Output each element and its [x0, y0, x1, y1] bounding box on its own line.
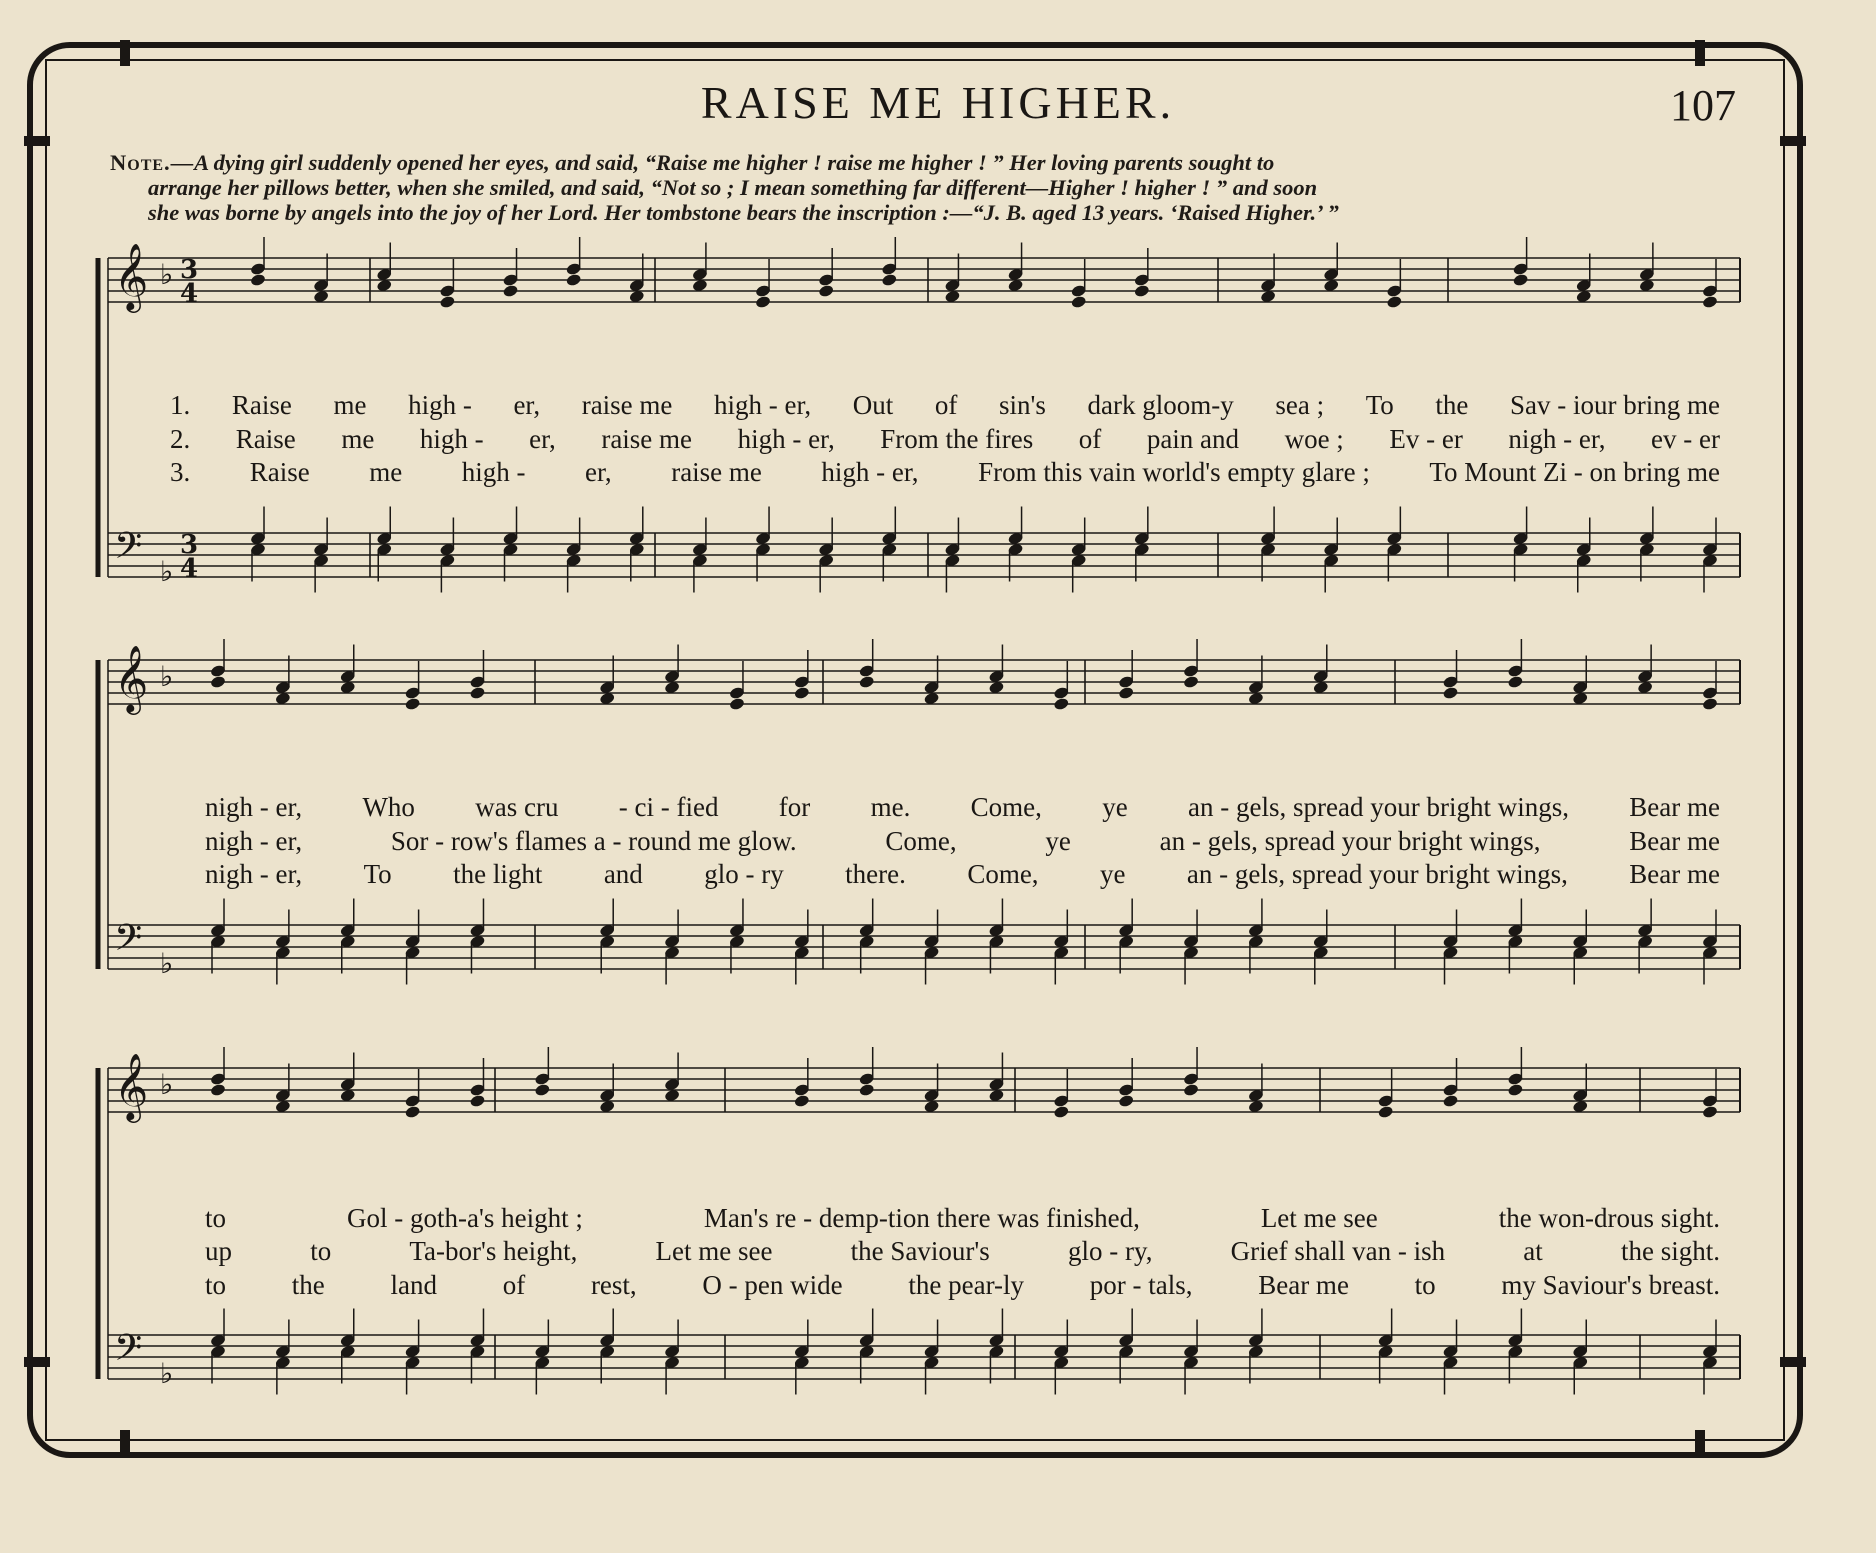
lyric-word: 3. — [170, 457, 191, 487]
lyric-word: to — [205, 1203, 227, 1233]
lyric-word: er, — [513, 390, 541, 420]
lyric-word: Ev - er — [1389, 424, 1463, 454]
lyric-word: Raise — [235, 424, 296, 454]
lyric-word: Bear me — [1629, 826, 1720, 856]
lyric-word: Let me see — [655, 1236, 773, 1266]
lyric-word: high - — [461, 457, 526, 487]
lyric-word: 1. — [170, 390, 191, 420]
note-line-2: arrange her pillows better, when she smiled, and said, “Not so ; I mean something far different—Higher ! higher ! ” and soon — [148, 175, 1318, 200]
time-signature-top: 3 — [180, 255, 199, 285]
lyric-word: high - — [408, 390, 472, 420]
lyric-word: Raise — [231, 390, 292, 420]
lyric-word: Who — [362, 792, 415, 822]
lyric-word: ye — [1045, 826, 1071, 856]
lyric-word: was cru — [475, 792, 559, 822]
lyric-word: dark gloom-y — [1087, 390, 1234, 420]
flat-icon: ♭ — [160, 555, 174, 588]
lyric-word: 2. — [170, 424, 191, 454]
lyric-word: high - er, — [821, 457, 919, 487]
lyric-word: high - er, — [737, 424, 835, 454]
lyric-word: glo - ry, — [1067, 1236, 1153, 1266]
page-number: 107 — [1670, 81, 1736, 130]
lyric-word: er, — [529, 424, 556, 454]
lyric-word: Let me see — [1260, 1203, 1378, 1233]
lyric-word: of — [502, 1270, 526, 1300]
lyric-word: raise me — [671, 457, 762, 487]
lyric-word: the — [291, 1270, 325, 1300]
lyric-word: From this vain world's empty glare ; — [978, 457, 1370, 487]
lyric-word: Man's re - demp-tion there was finished, — [703, 1203, 1140, 1233]
lyric-word: raise me — [581, 390, 673, 420]
time-signature-bottom: 4 — [180, 554, 199, 584]
flat-icon: ♭ — [160, 1068, 174, 1101]
lyric-word: O - pen wide — [702, 1270, 843, 1300]
lyric-word: nigh - er, — [205, 792, 303, 822]
lyric-word: for — [778, 792, 811, 822]
treble-clef-icon: 𝄞 — [114, 242, 149, 310]
lyric-word: ev - er — [1651, 424, 1720, 454]
lyric-word: high - er, — [714, 390, 812, 420]
flat-icon: ♭ — [160, 258, 174, 291]
lyric-word: and — [603, 859, 643, 889]
hymn-note — [110, 150, 1750, 225]
lyric-word: nigh - er, — [205, 826, 303, 856]
lyric-word: Grief shall van - ish — [1230, 1236, 1446, 1266]
lyric-word: To — [1365, 390, 1394, 420]
lyric-word: glo - ry — [704, 859, 784, 889]
lyric-word: to — [310, 1236, 332, 1266]
lyric-word: the — [1435, 390, 1469, 420]
lyric-word: To Mount Zi - on bring me — [1429, 457, 1720, 487]
lyric-word: the Saviour's — [850, 1236, 990, 1266]
flat-icon: ♭ — [160, 947, 174, 980]
lyric-word: raise me — [601, 424, 693, 454]
lyric-word: Raise — [249, 457, 310, 487]
treble-clef-icon: 𝄞 — [114, 644, 149, 712]
hymn-title: RAISE ME HIGHER. — [700, 77, 1176, 128]
flat-icon: ♭ — [160, 1357, 174, 1390]
lyric-word: an - gels, spread your bright wings, — [1188, 792, 1569, 822]
bass-clef-icon: 𝄢 — [114, 525, 143, 576]
lyric-word: Gol - goth-a's height ; — [347, 1203, 583, 1233]
lyric-word: Sav - iour bring me — [1510, 390, 1720, 420]
lyric-word: to — [1414, 1270, 1436, 1300]
note-lead: Note.— — [110, 150, 195, 175]
bass-clef-icon: 𝄢 — [114, 917, 143, 968]
lyric-word: there. — [845, 859, 906, 889]
lyric-word: ye — [1102, 792, 1128, 822]
lyric-word: me — [369, 457, 403, 487]
lyric-word: pain and — [1146, 424, 1240, 454]
lyric-word: Out — [852, 390, 894, 420]
lyric-word: the won-drous sight. — [1498, 1203, 1720, 1233]
lyric-word: sea ; — [1275, 390, 1325, 420]
time-signature-bottom: 4 — [180, 279, 199, 309]
lyric-word: er, — [585, 457, 612, 487]
lyric-word: - ci - fied — [618, 792, 719, 822]
lyric-word: Ta-bor's height, — [409, 1236, 578, 1266]
lyric-word: high - — [419, 424, 484, 454]
lyric-word: of — [1078, 424, 1102, 454]
note-line-3: she was borne by angels into the joy of her Lord. Her tombstone bears the inscription :—“J. B. aged 13 years. ‘Raised Higher.’ ” — [148, 200, 1339, 225]
lyric-word: Come, — [970, 792, 1042, 822]
lyric-word: the sight. — [1621, 1236, 1720, 1266]
lyric-word: the pear-ly — [908, 1270, 1025, 1300]
lyric-word: Bear me — [1629, 792, 1720, 822]
lyric-word: rest, — [590, 1270, 637, 1300]
lyric-word: nigh - er, — [1508, 424, 1606, 454]
lyric-word: Sor - row's flames a - round me glow. — [390, 826, 797, 856]
lyric-word: me. — [870, 792, 911, 822]
bass-clef-icon: 𝄢 — [114, 1327, 143, 1378]
lyric-word: woe ; — [1284, 424, 1344, 454]
lyric-word: ye — [1100, 859, 1126, 889]
time-signature-top: 3 — [180, 530, 199, 560]
lyric-word: Bear me — [1258, 1270, 1349, 1300]
lyric-word: my Saviour's breast. — [1501, 1270, 1720, 1300]
lyric-word: Come, — [967, 859, 1039, 889]
lyric-word: up — [205, 1236, 232, 1266]
lyric-word: Bear me — [1629, 859, 1720, 889]
treble-clef-icon: 𝄞 — [114, 1052, 149, 1120]
lyric-word: me — [341, 424, 375, 454]
lyric-word: sin's — [999, 390, 1046, 420]
lyric-word: to — [205, 1270, 227, 1300]
lyric-word: To — [363, 859, 392, 889]
lyric-word: nigh - er, — [205, 859, 303, 889]
lyric-word: an - gels, spread your bright wings, — [1159, 826, 1541, 856]
lyric-word: land — [390, 1270, 437, 1300]
lyric-word: of — [934, 390, 958, 420]
lyric-word: por - tals, — [1089, 1270, 1193, 1300]
lyric-word: From the fires — [880, 424, 1034, 454]
lyric-word: at — [1523, 1236, 1543, 1266]
flat-icon: ♭ — [160, 660, 174, 693]
lyric-word: the light — [453, 859, 543, 889]
lyric-word: me — [333, 390, 367, 420]
note-line-1: A dying girl suddenly opened her eyes, and said, “Raise me higher ! raise me higher ! ” Her loving parents sought to — [194, 150, 1275, 175]
lyric-word: an - gels, spread your bright wings, — [1186, 859, 1568, 889]
lyric-word: Come, — [885, 826, 957, 856]
